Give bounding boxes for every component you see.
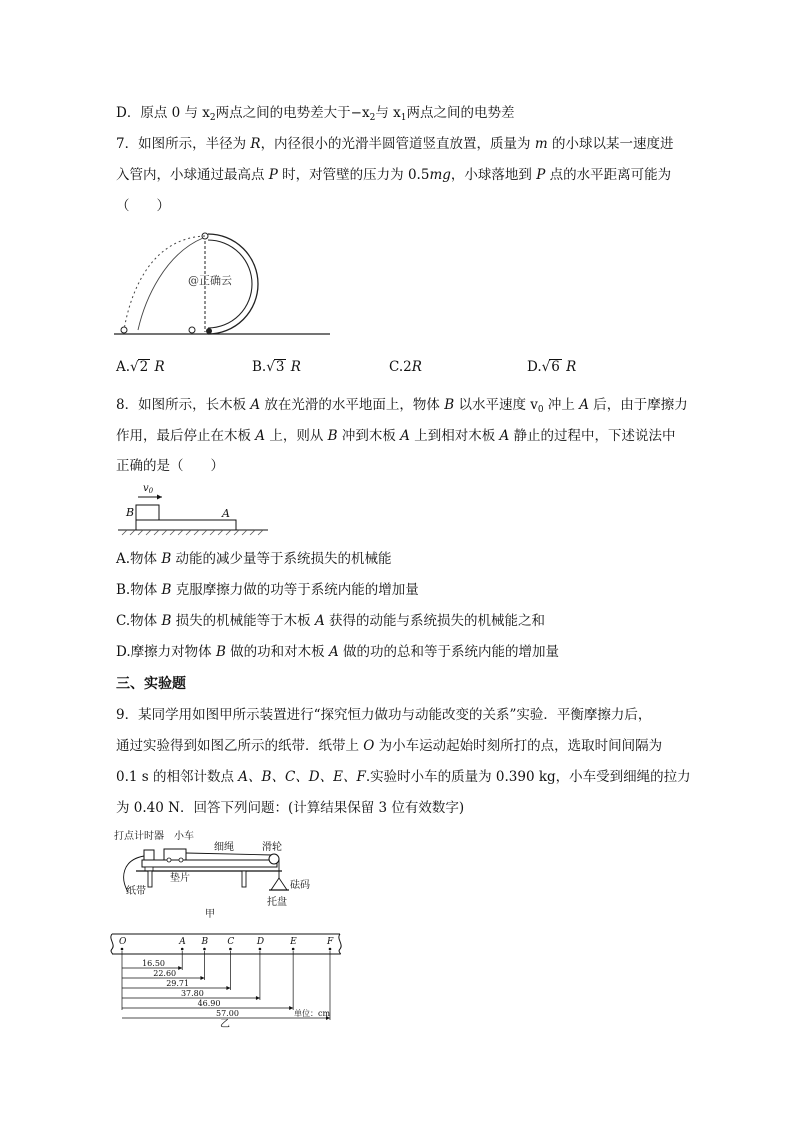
sqrt-sign: √ [266, 359, 275, 375]
watermark: @正确云 [188, 274, 232, 287]
q7-option-c: C.2R [389, 359, 422, 375]
label-A: A [222, 507, 230, 520]
label-tape: 纸带 [126, 886, 146, 897]
label-B: B [126, 506, 135, 519]
tape-point-label: F [327, 937, 334, 947]
label-pad: 垫片 [170, 873, 190, 884]
string-line [186, 853, 272, 855]
q9-line-2: 通过实验得到如图乙所示的纸带．纸带上 O 为小车运动起始时刻所打的点，选取时间间隔为 [116, 738, 663, 754]
q8-board-figure [116, 480, 276, 540]
label-pulley: 滑轮 [262, 842, 282, 853]
q7-option-b: B.√3 R [252, 359, 301, 375]
q6-option-d: D．原点 0 与 $x_2$两点之间的电势差大于$-x_2$与 $x_1$两点之间的电势差 [116, 105, 515, 123]
tape-point-label: C [227, 937, 235, 947]
q9-tape-figure [108, 930, 348, 1030]
label-tray: 托盘 [267, 897, 287, 908]
cart-wheel [179, 858, 183, 862]
cart-wheel [167, 858, 171, 862]
q9-line-1: 9．某同学用如图甲所示装置进行“探究恒力做功与动能改变的关系”实验．平衡摩擦力后， [116, 707, 652, 723]
q8-line-2: 作用，最后停止在木板 A 上，则从 B 冲到木板 A 上到相对木板 A 静止的过程中，下述说法中 [116, 428, 676, 444]
q7-option-a: A.√2 R [116, 359, 165, 375]
tape-dot [229, 948, 232, 951]
table-leg-right [242, 871, 246, 887]
distance-label: 22.60 [153, 969, 177, 978]
tape-dot [292, 948, 295, 951]
dimension-arrow [178, 966, 182, 970]
q9-apparatus-figure [112, 826, 342, 922]
dimension-arrow [256, 996, 260, 1000]
q8-option-c: C.物体 B 损失的机械能等于木板 A 获得的动能与系统损失的机械能之和 [116, 613, 545, 629]
tape-dot [259, 948, 262, 951]
tape-marks [119, 937, 334, 1020]
distance-label: 16.50 [142, 959, 166, 968]
dimension-arrow [226, 986, 230, 990]
track-board [142, 860, 277, 867]
tape-dot [329, 948, 332, 951]
tape-left-break [111, 934, 113, 954]
tape-point-label: B [201, 937, 209, 947]
tape-point-label: D [256, 937, 265, 947]
dimension-arrow [200, 976, 204, 980]
q7-option-d: D.√6 R [527, 359, 577, 375]
tape-right-break [339, 934, 341, 954]
block-B [136, 505, 159, 520]
tray-triangle [271, 878, 287, 890]
velocity-arrowhead [157, 495, 162, 500]
distance-label: 29.71 [166, 979, 190, 988]
sqrt-sign: √ [541, 359, 551, 375]
table-leg-left [148, 871, 152, 887]
q9-line-4: 为 0.40 N．回答下列问题：(计算结果保留 3 位有效数字) [116, 800, 465, 816]
q7-line-1: 7．如图所示，半径为 R，内径很小的光滑半圆管道竖直放置，质量为 m 的小球以某一速度进 [116, 136, 674, 152]
pulley-wheel [269, 854, 279, 864]
tape-dot [121, 948, 124, 951]
distance-label: 46.90 [197, 999, 221, 1008]
tape-point-label: O [119, 937, 127, 947]
distance-label: 37.80 [180, 989, 204, 998]
label-timer: 打点计时器 [114, 831, 164, 842]
q8-option-d: D.摩擦力对物体 B 做的功和对木板 A 做的功的总和等于系统内能的增加量 [116, 644, 559, 660]
q8-line-3: 正确的是（ ） [116, 458, 224, 474]
q7-blank: （ ） [116, 198, 170, 214]
timer-box [144, 850, 154, 860]
ground-hatching [122, 530, 263, 535]
label-cart: 小车 [174, 831, 194, 842]
label-string: 细绳 [214, 842, 234, 853]
q8-line-1: 8．如图所示，长木板 A 放在光滑的水平地面上，物体 B 以水平速度 $v_0$ 冲上 A 后，由于摩擦力 [116, 397, 688, 415]
dimension-arrow [289, 1006, 293, 1010]
q9-line-3: 0.1 s 的相邻计数点 A、B、C、D、E、F.实验时小车的质量为 0.390 kg，小车受到细绳的拉力 [116, 769, 691, 785]
tape-point-label: E [290, 937, 297, 947]
tape-point-label: A [179, 937, 186, 947]
q8-option-a: A.物体 B 动能的减少量等于系统损失的机械能 [116, 551, 392, 567]
caption-yi: 乙 [220, 1019, 230, 1030]
ball-ground-right [189, 327, 195, 333]
label-weight: 砝码 [290, 880, 310, 891]
distance-label: 57.00 [216, 1009, 239, 1018]
q7-pipe-figure [110, 224, 340, 342]
section-title: 三、实验题 [116, 676, 186, 692]
sqrt-sign: √ [130, 359, 139, 375]
unit-label: 单位：cm [294, 1009, 331, 1018]
ball-pipe-entry [206, 328, 212, 334]
caption-jia: 甲 [205, 909, 215, 920]
board-A [136, 520, 236, 530]
q7-line-2: 入管内，小球通过最高点 P 时，对管壁的压力为 0.5mg，小球落地到 P 点的水平距离可能为 [116, 167, 672, 183]
q8-option-b: B.物体 B 克服摩擦力做的功等于系统内能的增加量 [116, 582, 419, 598]
tape-dot [181, 948, 184, 951]
velocity-label: $v_0$ [143, 483, 154, 495]
tape-dot [203, 948, 206, 951]
